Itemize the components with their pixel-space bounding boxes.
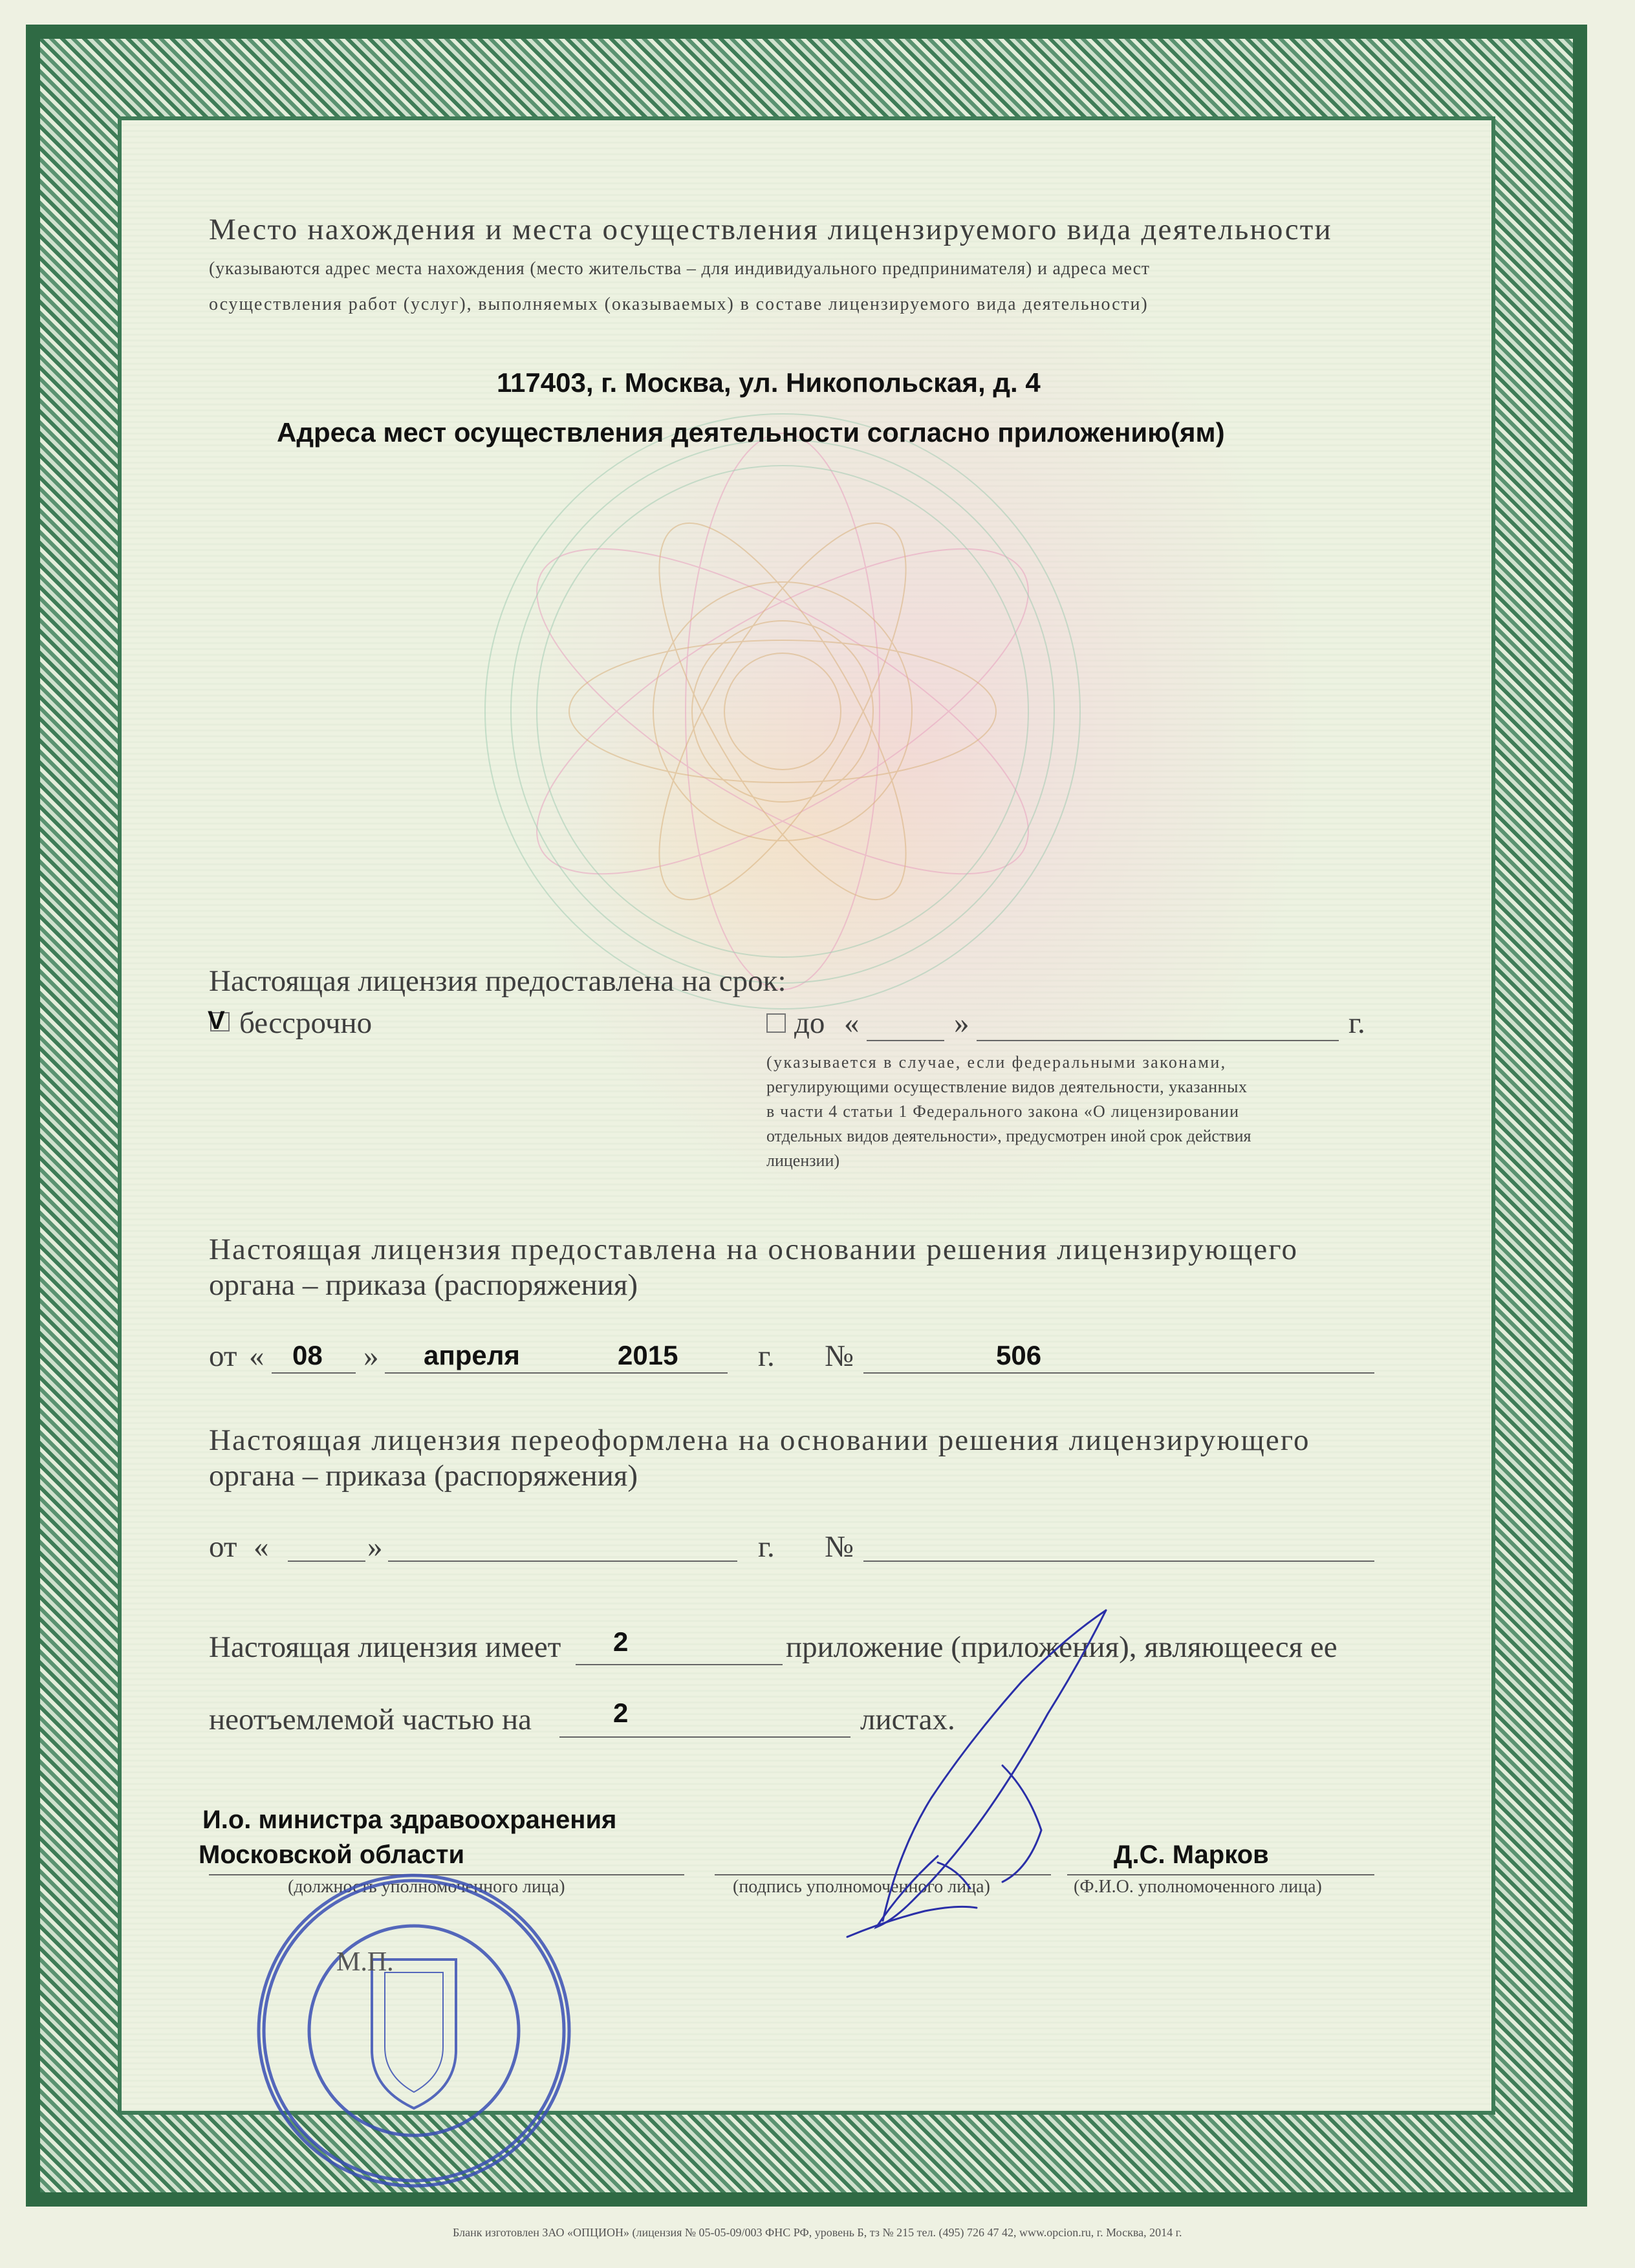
reissue-date-line: [388, 1561, 737, 1562]
grant-day-line: [272, 1372, 356, 1374]
grant-number: 506: [996, 1340, 1042, 1370]
reissue-number-label: №: [825, 1530, 854, 1564]
unlimited-check-mark: V: [208, 1006, 225, 1035]
until-day-line: [867, 1040, 944, 1041]
blank-manufacturer-footer: Бланк изготовлен ЗАО «ОПЦИОН» (лицензия № 05-05-09/003 ФНС РФ, уровень Б, тз № 215 тел. (495) 726 47 42, www.opcion.ru, г. Москва, 2014 г.: [453, 2226, 1182, 2239]
unlimited-label: бессрочно: [239, 1006, 373, 1040]
reissue-line2: органа – приказа (распоряжения): [209, 1459, 638, 1493]
term-note-line1: (указывается в случае, если федеральными законами,: [766, 1053, 1227, 1072]
term-note-line3: в части 4 статьи 1 Федерального закона «О лицензировании: [766, 1102, 1240, 1121]
grant-year-suffix: г.: [758, 1339, 775, 1373]
until-date-line: [977, 1040, 1339, 1041]
grant-day: 08: [292, 1340, 323, 1370]
grant-month: апреля: [424, 1340, 520, 1370]
grant-close-quote: »: [363, 1339, 379, 1373]
reissue-day-line: [288, 1561, 365, 1562]
grant-open-quote: «: [249, 1339, 265, 1373]
stamp-place-label: М.П.: [336, 1947, 394, 1977]
appendix-line2-prefix: неотъемлемой частью на: [209, 1703, 532, 1736]
appendix-line1-suffix: приложение (приложения), являющееся ее: [786, 1630, 1337, 1664]
signature-caption: (подпись уполномоченного лица): [733, 1877, 990, 1897]
appendix-line1-prefix: Настоящая лицензия имеет: [209, 1630, 561, 1664]
until-close-quote: »: [954, 1006, 969, 1040]
appendix-sheets: 2: [613, 1698, 629, 1728]
grant-year: 2015: [618, 1340, 678, 1370]
until-label: до: [794, 1006, 825, 1040]
grant-line1: Настоящая лицензия предоставлена на основании решения лицензирующего: [209, 1233, 1299, 1266]
appendix-count: 2: [613, 1626, 629, 1657]
address-line2: Адреса мест осуществления деятельности согласно приложению(ям): [277, 417, 1225, 448]
until-checkbox[interactable]: [766, 1013, 786, 1033]
rosette-watermark: [414, 401, 1151, 1112]
location-title: Место нахождения и места осуществления лицензируемого вида деятельности: [209, 213, 1332, 246]
term-label: Настоящая лицензия предоставлена на срок:: [209, 964, 786, 998]
official-seal-icon: [249, 1863, 579, 2199]
grant-line2: органа – приказа (распоряжения): [209, 1268, 638, 1302]
until-year-suffix: г.: [1348, 1006, 1365, 1040]
signatory-position-line2: Московской области: [199, 1841, 465, 1869]
signatory-position-line1: И.о. министра здравоохранения: [202, 1806, 617, 1834]
grant-number-label: №: [825, 1339, 854, 1373]
name-caption: (Ф.И.О. уполномоченного лица): [1074, 1877, 1322, 1897]
term-note-line4: отдельных видов деятельности», предусмотрен иной срок действия: [766, 1127, 1251, 1145]
grant-number-line: [863, 1372, 1374, 1374]
address-line1: 117403, г. Москва, ул. Никопольская, д. 4: [497, 367, 1041, 398]
grant-from-label: от: [209, 1339, 237, 1373]
grant-month-line: [385, 1372, 728, 1374]
position-caption: (должность уполномоченного лица): [288, 1877, 565, 1897]
term-note-line5: лицензии): [766, 1151, 840, 1170]
handwritten-signature: [744, 1584, 1164, 1985]
reissue-line1: Настоящая лицензия переоформлена на основании решения лицензирующего: [209, 1423, 1310, 1457]
reissue-open-quote: «: [254, 1530, 269, 1564]
reissue-year-suffix: г.: [758, 1530, 775, 1564]
appendix-line2-suffix: листах.: [860, 1703, 955, 1736]
location-hint-line1: (указываются адрес места нахождения (место жительства – для индивидуального предпринимателя) и адреса мест: [209, 259, 1150, 279]
term-note-line2: регулирующими осуществление видов деятельности, указанных: [766, 1077, 1248, 1096]
until-open-quote: «: [844, 1006, 860, 1040]
signatory-name: Д.С. Марков: [1114, 1841, 1269, 1869]
location-hint-line2: осуществления работ (услуг), выполняемых (оказываемых) в составе лицензируемого вида деятельности): [209, 294, 1149, 314]
reissue-from-label: от: [209, 1530, 237, 1564]
reissue-number-line: [863, 1561, 1374, 1562]
reissue-close-quote: »: [367, 1530, 383, 1564]
